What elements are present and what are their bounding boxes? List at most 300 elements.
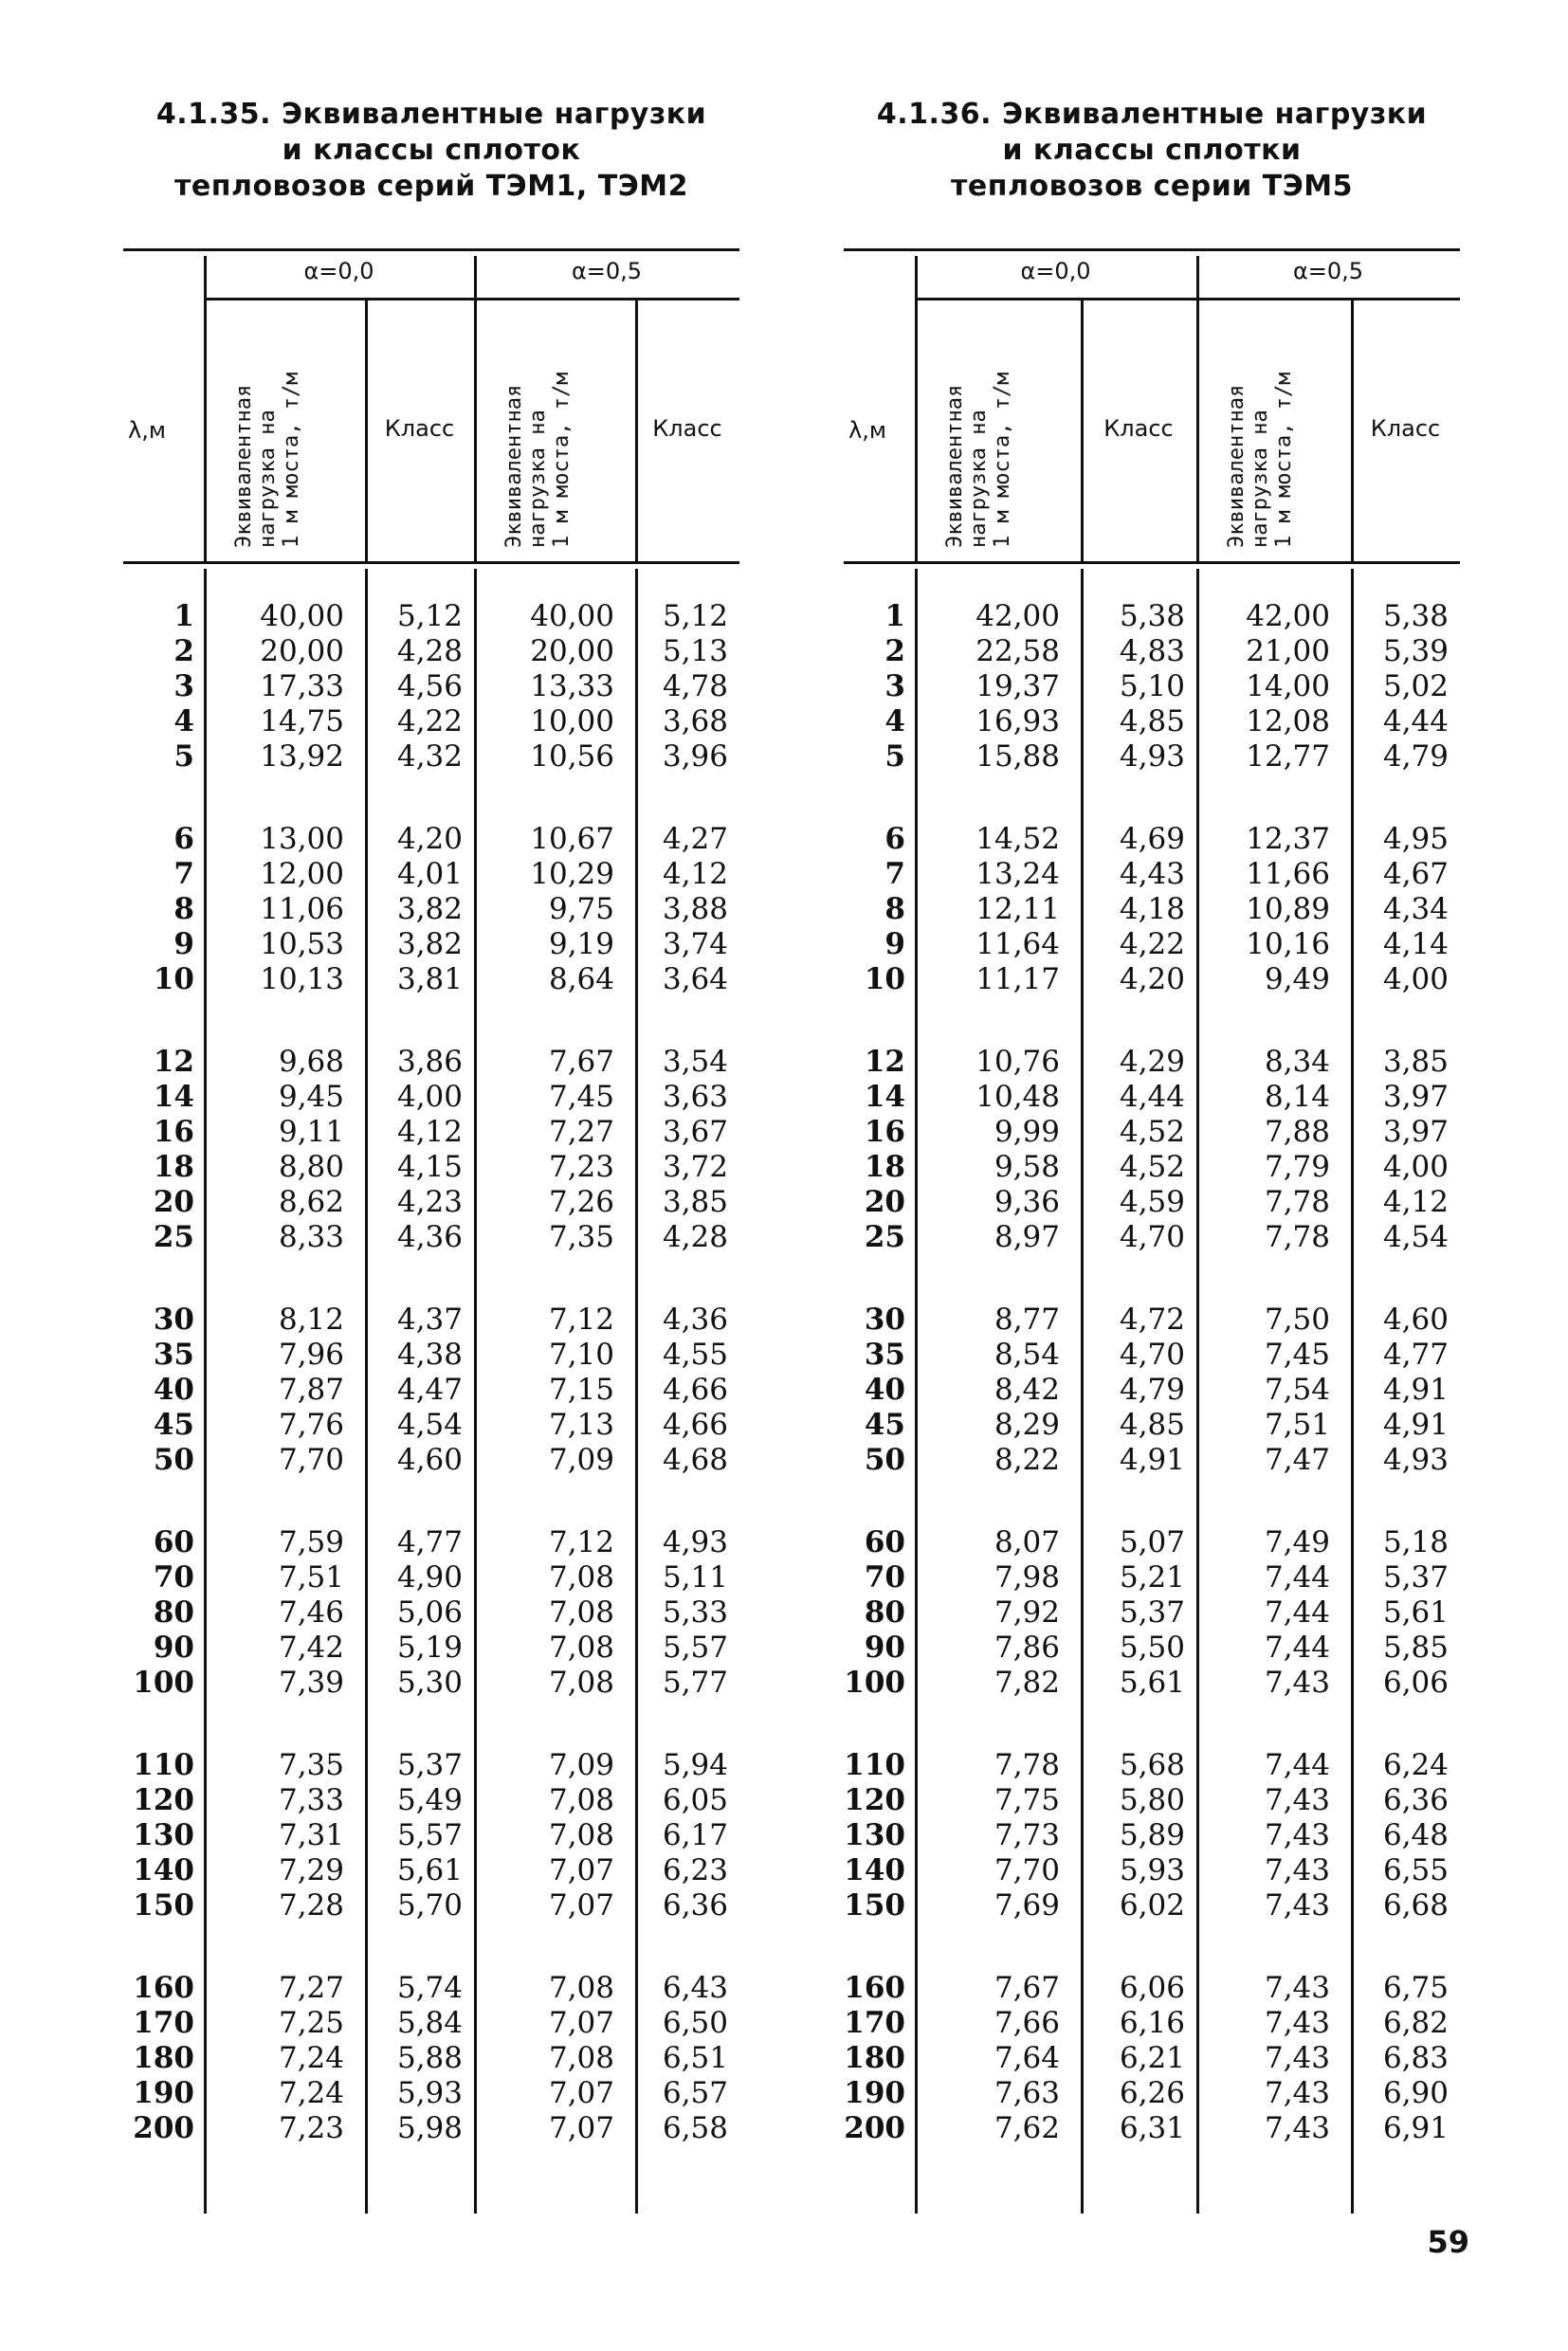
- cell-load-a0: 7,73: [994, 1818, 1060, 1852]
- cell-lambda: 80: [864, 1595, 905, 1630]
- cell-class-a0: 4,60: [396, 1443, 463, 1477]
- cell-load-a0: 7,27: [278, 1971, 344, 2005]
- cell-class-a0: 4,43: [1119, 857, 1185, 891]
- cell-class-a0: 5,07: [1119, 1525, 1185, 1559]
- header-class: Класс: [384, 415, 455, 442]
- rule-alpha: [204, 298, 739, 301]
- cell-class-a05: 4,95: [1382, 822, 1449, 856]
- cell-class-a0: 5,49: [396, 1783, 463, 1817]
- cell-class-a05: 4,36: [662, 1303, 728, 1337]
- cell-class-a0: 4,28: [396, 634, 463, 668]
- cell-class-a0: 3,81: [396, 962, 463, 996]
- cell-lambda: 80: [153, 1595, 194, 1630]
- cell-load-a05: 7,10: [548, 1338, 614, 1372]
- cell-class-a05: 4,91: [1382, 1408, 1449, 1442]
- cell-class-a05: 4,55: [662, 1338, 728, 1372]
- cell-class-a0: 5,30: [396, 1666, 463, 1700]
- cell-load-a05: 7,49: [1264, 1525, 1330, 1559]
- cell-class-a0: 4,44: [1119, 1080, 1185, 1114]
- cell-lambda: 1: [884, 599, 905, 633]
- cell-lambda: 40: [864, 1373, 905, 1407]
- cell-lambda: 160: [844, 1971, 905, 2005]
- cell-lambda: 5: [173, 739, 194, 774]
- cell-load-a05: 7,26: [548, 1185, 614, 1219]
- cell-load-a0: 7,24: [278, 2041, 344, 2075]
- cell-load-a05: 7,07: [548, 1853, 614, 1887]
- cell-class-a0: 4,93: [1119, 739, 1185, 774]
- cell-load-a0: 8,77: [994, 1303, 1060, 1337]
- cell-load-a05: 7,54: [1264, 1373, 1330, 1407]
- cell-load-a05: 7,08: [548, 1783, 614, 1817]
- cell-load-a0: 13,24: [975, 857, 1060, 891]
- cell-class-a0: 4,69: [1119, 822, 1185, 856]
- cell-load-a05: 7,08: [548, 1631, 614, 1665]
- cell-class-a05: 4,79: [1382, 739, 1449, 774]
- cell-lambda: 50: [153, 1443, 194, 1477]
- cell-load-a0: 14,75: [260, 704, 344, 738]
- cell-class-a05: 3,68: [662, 704, 728, 738]
- cell-class-a0: 5,61: [1119, 1666, 1185, 1700]
- cell-class-a0: 4,18: [1119, 892, 1185, 926]
- cell-load-a05: 7,08: [548, 1971, 614, 2005]
- cell-lambda: 110: [844, 1748, 905, 1782]
- cell-load-a05: 7,88: [1264, 1115, 1330, 1149]
- cell-class-a0: 5,19: [396, 1631, 463, 1665]
- cell-class-a05: 6,36: [662, 1888, 728, 1923]
- cell-load-a05: 7,08: [548, 1560, 614, 1595]
- cell-class-a05: 6,68: [1382, 1888, 1449, 1923]
- cell-load-a05: 7,08: [548, 2041, 614, 2075]
- cell-class-a05: 6,23: [662, 1853, 728, 1887]
- cell-load-a0: 8,97: [994, 1220, 1060, 1254]
- header-lambda: λ,м: [848, 417, 886, 444]
- cell-load-a0: 14,52: [975, 822, 1060, 856]
- cell-load-a0: 7,59: [278, 1525, 344, 1559]
- cell-class-a0: 3,82: [396, 927, 463, 961]
- cell-load-a05: 7,43: [1264, 2076, 1330, 2110]
- cell-lambda: 2: [173, 634, 194, 668]
- cell-class-a05: 6,36: [1382, 1783, 1449, 1817]
- rule-vertical-header: [204, 256, 207, 561]
- cell-load-a05: 7,78: [1264, 1185, 1330, 1219]
- cell-load-a05: 12,08: [1246, 704, 1330, 738]
- cell-load-a05: 7,67: [548, 1045, 614, 1079]
- cell-load-a0: 7,75: [994, 1783, 1060, 1817]
- cell-class-a0: 4,83: [1119, 634, 1185, 668]
- cell-load-a0: 9,68: [278, 1045, 344, 1079]
- cell-load-a05: 7,43: [1264, 2006, 1330, 2040]
- cell-load-a05: 7,43: [1264, 1971, 1330, 2005]
- header-equivalent-load-line: Эквивалентная: [943, 384, 967, 548]
- cell-load-a0: 13,00: [260, 822, 344, 856]
- cell-class-a0: 5,06: [396, 1595, 463, 1630]
- cell-class-a05: 4,93: [1382, 1443, 1449, 1477]
- cell-class-a05: 5,11: [662, 1560, 728, 1595]
- cell-class-a0: 4,37: [396, 1303, 463, 1337]
- cell-class-a0: 5,89: [1119, 1818, 1185, 1852]
- cell-lambda: 6: [884, 822, 905, 856]
- cell-load-a0: 9,58: [994, 1150, 1060, 1184]
- cell-class-a05: 3,97: [1382, 1080, 1449, 1114]
- header-lambda: λ,м: [128, 417, 166, 444]
- cell-load-a05: 10,16: [1246, 927, 1330, 961]
- cell-class-a05: 6,48: [1382, 1818, 1449, 1852]
- rule-top: [844, 248, 1460, 251]
- cell-class-a05: 4,78: [662, 669, 728, 703]
- cell-load-a05: 9,19: [548, 927, 614, 961]
- cell-class-a0: 4,12: [396, 1115, 463, 1149]
- cell-class-a0: 6,16: [1119, 2006, 1185, 2040]
- cell-load-a0: 8,07: [994, 1525, 1060, 1559]
- rule-vertical-header: [915, 256, 918, 561]
- cell-load-a05: 7,50: [1264, 1303, 1330, 1337]
- cell-lambda: 50: [864, 1443, 905, 1477]
- cell-lambda: 6: [173, 822, 194, 856]
- cell-lambda: 20: [864, 1185, 905, 1219]
- cell-lambda: 60: [864, 1525, 905, 1559]
- cell-load-a0: 13,92: [260, 739, 344, 774]
- cell-class-a0: 4,70: [1119, 1220, 1185, 1254]
- rule-header-bottom: [123, 561, 739, 564]
- cell-class-a0: 4,32: [396, 739, 463, 774]
- cell-class-a0: 4,29: [1119, 1045, 1185, 1079]
- cell-load-a05: 7,09: [548, 1443, 614, 1477]
- cell-class-a0: 5,37: [1119, 1595, 1185, 1630]
- cell-load-a0: 10,13: [260, 962, 344, 996]
- cell-lambda: 16: [864, 1115, 905, 1149]
- cell-load-a05: 10,29: [530, 857, 614, 891]
- cell-lambda: 160: [133, 1971, 194, 2005]
- cell-lambda: 18: [153, 1150, 194, 1184]
- cell-load-a0: 7,78: [994, 1748, 1060, 1782]
- cell-load-a0: 20,00: [260, 634, 344, 668]
- cell-class-a05: 6,82: [1382, 2006, 1449, 2040]
- cell-load-a0: 7,29: [278, 1853, 344, 1887]
- cell-load-a0: 16,93: [975, 704, 1060, 738]
- cell-class-a0: 5,88: [396, 2041, 463, 2075]
- header-alpha-0: α=0,0: [1020, 258, 1091, 284]
- cell-class-a0: 4,52: [1119, 1115, 1185, 1149]
- cell-class-a05: 4,00: [1382, 1150, 1449, 1184]
- cell-class-a05: 6,55: [1382, 1853, 1449, 1887]
- cell-load-a05: 10,56: [530, 739, 614, 774]
- cell-class-a0: 6,02: [1119, 1888, 1185, 1923]
- cell-class-a05: 5,38: [1382, 599, 1449, 633]
- cell-load-a0: 11,06: [260, 892, 344, 926]
- cell-lambda: 170: [133, 2006, 194, 2040]
- cell-load-a05: 7,44: [1264, 1748, 1330, 1782]
- cell-class-a0: 3,82: [396, 892, 463, 926]
- cell-load-a0: 12,00: [260, 857, 344, 891]
- cell-load-a05: 7,45: [548, 1080, 614, 1114]
- rule-vertical-header: [1196, 256, 1199, 561]
- cell-load-a0: 9,36: [994, 1185, 1060, 1219]
- cell-lambda: 100: [133, 1666, 194, 1700]
- cell-lambda: 25: [153, 1220, 194, 1254]
- cell-class-a05: 5,37: [1382, 1560, 1449, 1595]
- cell-lambda: 190: [133, 2076, 194, 2110]
- cell-class-a0: 4,15: [396, 1150, 463, 1184]
- cell-class-a05: 6,50: [662, 2006, 728, 2040]
- cell-class-a05: 3,72: [662, 1150, 728, 1184]
- cell-class-a0: 4,36: [396, 1220, 463, 1254]
- cell-load-a05: 7,12: [548, 1525, 614, 1559]
- cell-lambda: 190: [844, 2076, 905, 2110]
- header-equivalent-load-line: Эквивалентная: [502, 384, 526, 548]
- cell-class-a05: 4,77: [1382, 1338, 1449, 1372]
- cell-class-a0: 4,54: [396, 1408, 463, 1442]
- cell-lambda: 8: [173, 892, 194, 926]
- cell-load-a0: 8,12: [278, 1303, 344, 1337]
- cell-class-a0: 3,86: [396, 1045, 463, 1079]
- cell-load-a05: 7,79: [1264, 1150, 1330, 1184]
- cell-lambda: 30: [153, 1303, 194, 1337]
- cell-class-a05: 4,91: [1382, 1373, 1449, 1407]
- cell-class-a0: 5,12: [396, 599, 463, 633]
- cell-load-a0: 7,64: [994, 2041, 1060, 2075]
- cell-load-a0: 12,11: [975, 892, 1060, 926]
- cell-class-a05: 3,85: [662, 1185, 728, 1219]
- cell-load-a05: 7,43: [1264, 1666, 1330, 1700]
- cell-load-a05: 13,33: [530, 669, 614, 703]
- cell-class-a05: 6,91: [1382, 2111, 1449, 2145]
- cell-lambda: 170: [844, 2006, 905, 2040]
- header-class: Класс: [1370, 415, 1441, 442]
- cell-load-a0: 42,00: [975, 599, 1060, 633]
- table-title: [839, 97, 1465, 205]
- cell-load-a05: 7,44: [1264, 1631, 1330, 1665]
- cell-class-a0: 4,85: [1119, 704, 1185, 738]
- cell-class-a05: 4,60: [1382, 1303, 1449, 1337]
- cell-load-a0: 9,99: [994, 1115, 1060, 1149]
- cell-lambda: 150: [844, 1888, 905, 1923]
- header-alpha-0: α=0,0: [303, 258, 374, 284]
- cell-lambda: 200: [133, 2111, 194, 2145]
- cell-class-a05: 4,66: [662, 1373, 728, 1407]
- cell-class-a05: 5,12: [662, 599, 728, 633]
- cell-lambda: 120: [133, 1783, 194, 1817]
- cell-lambda: 70: [153, 1560, 194, 1595]
- cell-load-a0: 7,76: [278, 1408, 344, 1442]
- cell-load-a05: 7,07: [548, 2076, 614, 2110]
- cell-load-a0: 7,25: [278, 2006, 344, 2040]
- cell-load-a0: 7,69: [994, 1888, 1060, 1923]
- cell-load-a05: 9,75: [548, 892, 614, 926]
- cell-lambda: 16: [153, 1115, 194, 1149]
- cell-class-a05: 4,93: [662, 1525, 728, 1559]
- cell-class-a0: 4,47: [396, 1373, 463, 1407]
- cell-load-a05: 7,23: [548, 1150, 614, 1184]
- header-alpha-05: α=0,5: [1292, 258, 1364, 284]
- cell-lambda: 90: [153, 1631, 194, 1665]
- cell-load-a05: 42,00: [1246, 599, 1330, 633]
- header-class: Класс: [1103, 415, 1174, 442]
- cell-load-a05: 7,08: [548, 1666, 614, 1700]
- cell-load-a0: 8,54: [994, 1338, 1060, 1372]
- cell-lambda: 14: [153, 1080, 194, 1114]
- cell-class-a0: 4,23: [396, 1185, 463, 1219]
- cell-load-a05: 9,49: [1264, 962, 1330, 996]
- cell-class-a05: 5,85: [1382, 1631, 1449, 1665]
- cell-class-a0: 5,61: [396, 1853, 463, 1887]
- cell-class-a05: 6,75: [1382, 1971, 1449, 2005]
- cell-load-a05: 7,35: [548, 1220, 614, 1254]
- cell-class-a0: 4,91: [1119, 1443, 1185, 1477]
- cell-class-a05: 6,17: [662, 1818, 728, 1852]
- cell-class-a0: 5,80: [1119, 1783, 1185, 1817]
- cell-class-a0: 4,77: [396, 1525, 463, 1559]
- cell-load-a05: 10,00: [530, 704, 614, 738]
- cell-class-a0: 5,21: [1119, 1560, 1185, 1595]
- cell-class-a0: 4,52: [1119, 1150, 1185, 1184]
- cell-load-a05: 7,44: [1264, 1595, 1330, 1630]
- cell-class-a0: 5,84: [396, 2006, 463, 2040]
- cell-load-a0: 7,63: [994, 2076, 1060, 2110]
- header-equivalent-load: [1225, 373, 1296, 548]
- cell-load-a0: 17,33: [260, 669, 344, 703]
- cell-class-a05: 3,63: [662, 1080, 728, 1114]
- cell-lambda: 4: [884, 704, 905, 738]
- cell-load-a0: 9,45: [278, 1080, 344, 1114]
- table-title-line: тепловозов серии ТЭМ5: [951, 170, 1353, 203]
- cell-lambda: 3: [884, 669, 905, 703]
- cell-load-a0: 7,28: [278, 1888, 344, 1923]
- cell-load-a05: 10,67: [530, 822, 614, 856]
- cell-class-a0: 6,06: [1119, 1971, 1185, 2005]
- cell-load-a0: 8,42: [994, 1373, 1060, 1407]
- cell-load-a0: 10,48: [975, 1080, 1060, 1114]
- cell-load-a0: 7,51: [278, 1560, 344, 1595]
- cell-class-a0: 4,20: [1119, 962, 1185, 996]
- cell-load-a05: 7,51: [1264, 1408, 1330, 1442]
- cell-class-a05: 5,33: [662, 1595, 728, 1630]
- cell-load-a05: 8,14: [1264, 1080, 1330, 1114]
- cell-class-a05: 4,66: [662, 1408, 728, 1442]
- header-equivalent-load-line: нагрузка на: [1249, 410, 1272, 548]
- cell-lambda: 120: [844, 1783, 905, 1817]
- cell-lambda: 100: [844, 1666, 905, 1700]
- cell-load-a05: 7,08: [548, 1818, 614, 1852]
- cell-class-a05: 5,94: [662, 1748, 728, 1782]
- table-title-line: тепловозов серий ТЭМ1, ТЭМ2: [174, 170, 688, 203]
- cell-load-a0: 7,87: [278, 1373, 344, 1407]
- cell-lambda: 20: [153, 1185, 194, 1219]
- cell-load-a0: 8,62: [278, 1185, 344, 1219]
- cell-class-a05: 5,61: [1382, 1595, 1449, 1630]
- cell-lambda: 150: [133, 1888, 194, 1923]
- header-equivalent-load-line: 1 м моста, т/м: [550, 372, 574, 548]
- cell-load-a0: 7,35: [278, 1748, 344, 1782]
- cell-class-a05: 6,43: [662, 1971, 728, 2005]
- cell-load-a05: 7,43: [1264, 1853, 1330, 1887]
- cell-load-a0: 7,96: [278, 1338, 344, 1372]
- cell-class-a05: 6,51: [662, 2041, 728, 2075]
- cell-class-a05: 5,18: [1382, 1525, 1449, 1559]
- cell-load-a05: 7,78: [1264, 1220, 1330, 1254]
- cell-class-a05: 6,58: [662, 2111, 728, 2145]
- cell-class-a05: 3,88: [662, 892, 728, 926]
- cell-class-a0: 4,85: [1119, 1408, 1185, 1442]
- cell-load-a0: 8,80: [278, 1150, 344, 1184]
- cell-class-a0: 6,21: [1119, 2041, 1185, 2075]
- table-title-line: 4.1.35. Эквивалентные нагрузки: [155, 98, 707, 131]
- cell-class-a05: 4,14: [1382, 927, 1449, 961]
- cell-class-a05: 4,68: [662, 1443, 728, 1477]
- cell-load-a05: 7,43: [1264, 1818, 1330, 1852]
- cell-class-a0: 4,70: [1119, 1338, 1185, 1372]
- cell-lambda: 7: [173, 857, 194, 891]
- cell-class-a05: 6,83: [1382, 2041, 1449, 2075]
- cell-lambda: 180: [133, 2041, 194, 2075]
- cell-class-a05: 3,97: [1382, 1115, 1449, 1149]
- cell-lambda: 45: [153, 1408, 194, 1442]
- cell-class-a05: 6,05: [662, 1783, 728, 1817]
- header-equivalent-load-line: 1 м моста, т/м: [1272, 372, 1296, 548]
- cell-class-a0: 5,98: [396, 2111, 463, 2145]
- cell-class-a05: 6,06: [1382, 1666, 1449, 1700]
- cell-load-a05: 7,12: [548, 1303, 614, 1337]
- cell-load-a0: 7,33: [278, 1783, 344, 1817]
- cell-class-a05: 5,13: [662, 634, 728, 668]
- cell-lambda: 9: [173, 927, 194, 961]
- cell-class-a0: 4,56: [396, 669, 463, 703]
- cell-load-a0: 19,37: [975, 669, 1060, 703]
- cell-load-a0: 9,11: [278, 1115, 344, 1149]
- cell-load-a0: 10,76: [975, 1045, 1060, 1079]
- cell-class-a0: 5,68: [1119, 1748, 1185, 1782]
- cell-load-a05: 7,07: [548, 2111, 614, 2145]
- cell-class-a05: 3,64: [662, 962, 728, 996]
- cell-load-a0: 7,70: [994, 1853, 1060, 1887]
- cell-class-a0: 4,01: [396, 857, 463, 891]
- cell-load-a05: 7,45: [1264, 1338, 1330, 1372]
- header-class: Класс: [652, 415, 722, 442]
- cell-class-a05: 3,96: [662, 739, 728, 774]
- cell-lambda: 60: [153, 1525, 194, 1559]
- cell-class-a05: 4,00: [1382, 962, 1449, 996]
- rule-top: [123, 248, 739, 251]
- header-equivalent-load: [502, 373, 574, 548]
- cell-lambda: 35: [153, 1338, 194, 1372]
- cell-class-a05: 6,24: [1382, 1748, 1449, 1782]
- cell-class-a0: 4,00: [396, 1080, 463, 1114]
- cell-load-a0: 7,98: [994, 1560, 1060, 1595]
- cell-class-a0: 4,38: [396, 1338, 463, 1372]
- cell-class-a05: 6,90: [1382, 2076, 1449, 2110]
- cell-load-a05: 8,64: [548, 962, 614, 996]
- header-equivalent-load-line: Эквивалентная: [232, 384, 256, 548]
- cell-load-a05: 20,00: [530, 634, 614, 668]
- cell-lambda: 12: [864, 1045, 905, 1079]
- cell-class-a05: 3,54: [662, 1045, 728, 1079]
- table-title-line: и классы сплоток: [282, 134, 581, 167]
- cell-load-a0: 10,53: [260, 927, 344, 961]
- cell-lambda: 12: [153, 1045, 194, 1079]
- cell-load-a05: 8,34: [1264, 1045, 1330, 1079]
- cell-lambda: 35: [864, 1338, 905, 1372]
- cell-class-a05: 4,44: [1382, 704, 1449, 738]
- cell-class-a05: 4,12: [662, 857, 728, 891]
- cell-load-a0: 15,88: [975, 739, 1060, 774]
- table-title: [119, 97, 744, 205]
- cell-lambda: 2: [884, 634, 905, 668]
- cell-lambda: 45: [864, 1408, 905, 1442]
- cell-lambda: 130: [844, 1818, 905, 1852]
- header-equivalent-load-line: Эквивалентная: [1225, 384, 1249, 548]
- cell-load-a05: 7,07: [548, 2006, 614, 2040]
- table-title-line: и классы сплотки: [1002, 134, 1302, 167]
- cell-load-a05: 7,15: [548, 1373, 614, 1407]
